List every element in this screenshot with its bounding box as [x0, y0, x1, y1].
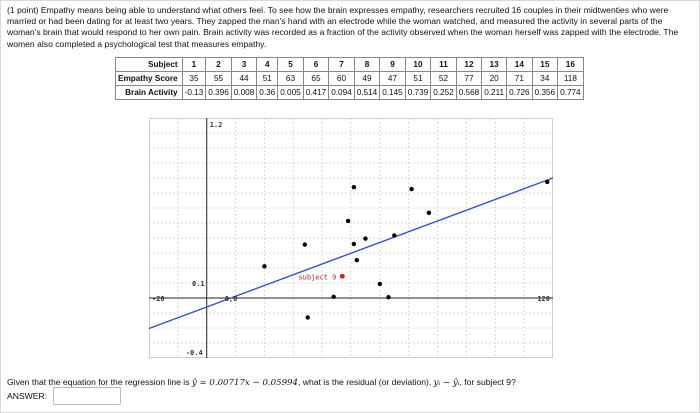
empathy-score-cell: 35 — [182, 72, 206, 86]
data-point — [378, 282, 382, 286]
brain-activity-cell: 0.145 — [380, 86, 406, 100]
brain-activity-cell: -0.13 — [182, 86, 206, 100]
brain-activity-cell: 0.396 — [206, 86, 232, 100]
empathy-score-cell: 34 — [532, 72, 558, 86]
answer-row — [7, 387, 121, 405]
highlight-point — [340, 274, 345, 279]
regression-equation: ŷ = 0.00717x − 0.05994 — [191, 378, 298, 388]
empathy-score-cell: 55 — [206, 72, 232, 86]
empathy-score-cell: 47 — [380, 72, 406, 86]
subject-cell: 6 — [303, 58, 329, 72]
empathy-score-cell: 118 — [558, 72, 584, 86]
origin-label: 0,0 — [224, 295, 238, 303]
brain-activity-cell: 0.774 — [558, 86, 584, 100]
brain-activity-cell: 0.739 — [405, 86, 431, 100]
brain-activity-cell: 0.211 — [482, 86, 507, 100]
data-point — [262, 264, 266, 268]
empathy-score-cell: 71 — [507, 72, 533, 86]
subject-cell: 7 — [329, 58, 355, 72]
data-point — [331, 295, 335, 299]
brain-activity-cell: 0.008 — [231, 86, 257, 100]
data-point — [386, 295, 390, 299]
subject-cell: 4 — [257, 58, 278, 72]
data-point — [363, 236, 367, 240]
highlight-label: subject 9 — [298, 273, 337, 282]
residual-expression: yᵢ − ŷᵢ — [433, 378, 460, 388]
y-tick-label: 0.1 — [192, 280, 205, 288]
data-point — [303, 242, 307, 246]
brain-activity-cell: 0.514 — [354, 86, 380, 100]
brain-activity-cell: 0.726 — [507, 86, 533, 100]
data-point — [352, 242, 356, 246]
subject-cell: 3 — [231, 58, 257, 72]
brain-activity-cell: 0.005 — [278, 86, 304, 100]
answer-input[interactable] — [53, 387, 121, 405]
data-point — [306, 315, 310, 319]
question-after: , for subject 9? — [459, 377, 516, 387]
scatter-plot — [149, 118, 553, 358]
data-point — [427, 211, 431, 215]
brain-activity-cell: 0.356 — [532, 86, 558, 100]
subject-cell: 12 — [456, 58, 482, 72]
empathy-score-cell: 60 — [329, 72, 355, 86]
subject-cell: 13 — [482, 58, 507, 72]
y-max-label: 1.2 — [209, 121, 223, 129]
answer-label: ANSWER: — [7, 391, 48, 401]
empathy-score-cell: 49 — [354, 72, 380, 86]
subject-cell: 2 — [206, 58, 232, 72]
row-label-subject: Subject — [116, 58, 183, 72]
data-point — [545, 180, 549, 184]
subject-cell: 10 — [405, 58, 431, 72]
empathy-score-cell: 63 — [278, 72, 304, 86]
empathy-score-cell: 51 — [405, 72, 431, 86]
data-point — [392, 233, 396, 237]
subject-cell: 9 — [380, 58, 406, 72]
brain-activity-cell: 0.252 — [431, 86, 457, 100]
subject-cell: 8 — [354, 58, 380, 72]
x-min-label: -20 — [152, 295, 165, 303]
table-row-empathy-score — [116, 72, 584, 86]
subject-cell: 1 — [182, 58, 206, 72]
empathy-score-cell: 52 — [431, 72, 457, 86]
empathy-score-cell: 65 — [303, 72, 329, 86]
problem-text: (1 point) Empathy means being able to understand what others feel. To see how the brain expresses empathy, researchers recruited 16 couples in their midtwenties who were married or had been dating for at least two years. They zapped the man's hand with an electrode while the woman watched, and measured the activity in several parts of the woman's brain that would respond to her own pain. Brain activity was recorded as a fraction of the activity observed when the woman herself was zapped with the electrode. The women also completed a psychological test that measures empathy. — [7, 5, 679, 49]
table-row-subject — [116, 58, 584, 72]
table-row-brain-activity — [116, 86, 584, 100]
row-label-brain-activity: Brain Activity — [116, 86, 183, 100]
data-point — [346, 219, 350, 223]
subject-cell: 15 — [532, 58, 558, 72]
question-before: Given that the equation for the regression line is — [7, 377, 192, 387]
empathy-score-cell: 77 — [456, 72, 482, 86]
subject-cell: 14 — [507, 58, 533, 72]
data-table — [115, 57, 584, 100]
y-min-label: -0.4 — [185, 349, 203, 357]
x-max-label: 120 — [537, 295, 550, 303]
brain-activity-cell: 0.568 — [456, 86, 482, 100]
row-label-empathy-score: Empathy Score — [116, 72, 183, 86]
brain-activity-cell: 0.094 — [329, 86, 355, 100]
subject-cell: 11 — [431, 58, 457, 72]
data-point — [355, 258, 359, 262]
data-point — [409, 187, 413, 191]
subject-cell: 16 — [558, 58, 584, 72]
brain-activity-cell: 0.417 — [303, 86, 329, 100]
empathy-score-cell: 44 — [231, 72, 257, 86]
data-point — [352, 185, 356, 189]
empathy-score-cell: 51 — [257, 72, 278, 86]
empathy-score-cell: 20 — [482, 72, 507, 86]
scatter-plot-svg — [149, 118, 553, 358]
subject-cell: 5 — [278, 58, 304, 72]
question-middle: , what is the residual (or deviation), — [297, 377, 434, 387]
brain-activity-cell: 0.36 — [257, 86, 278, 100]
